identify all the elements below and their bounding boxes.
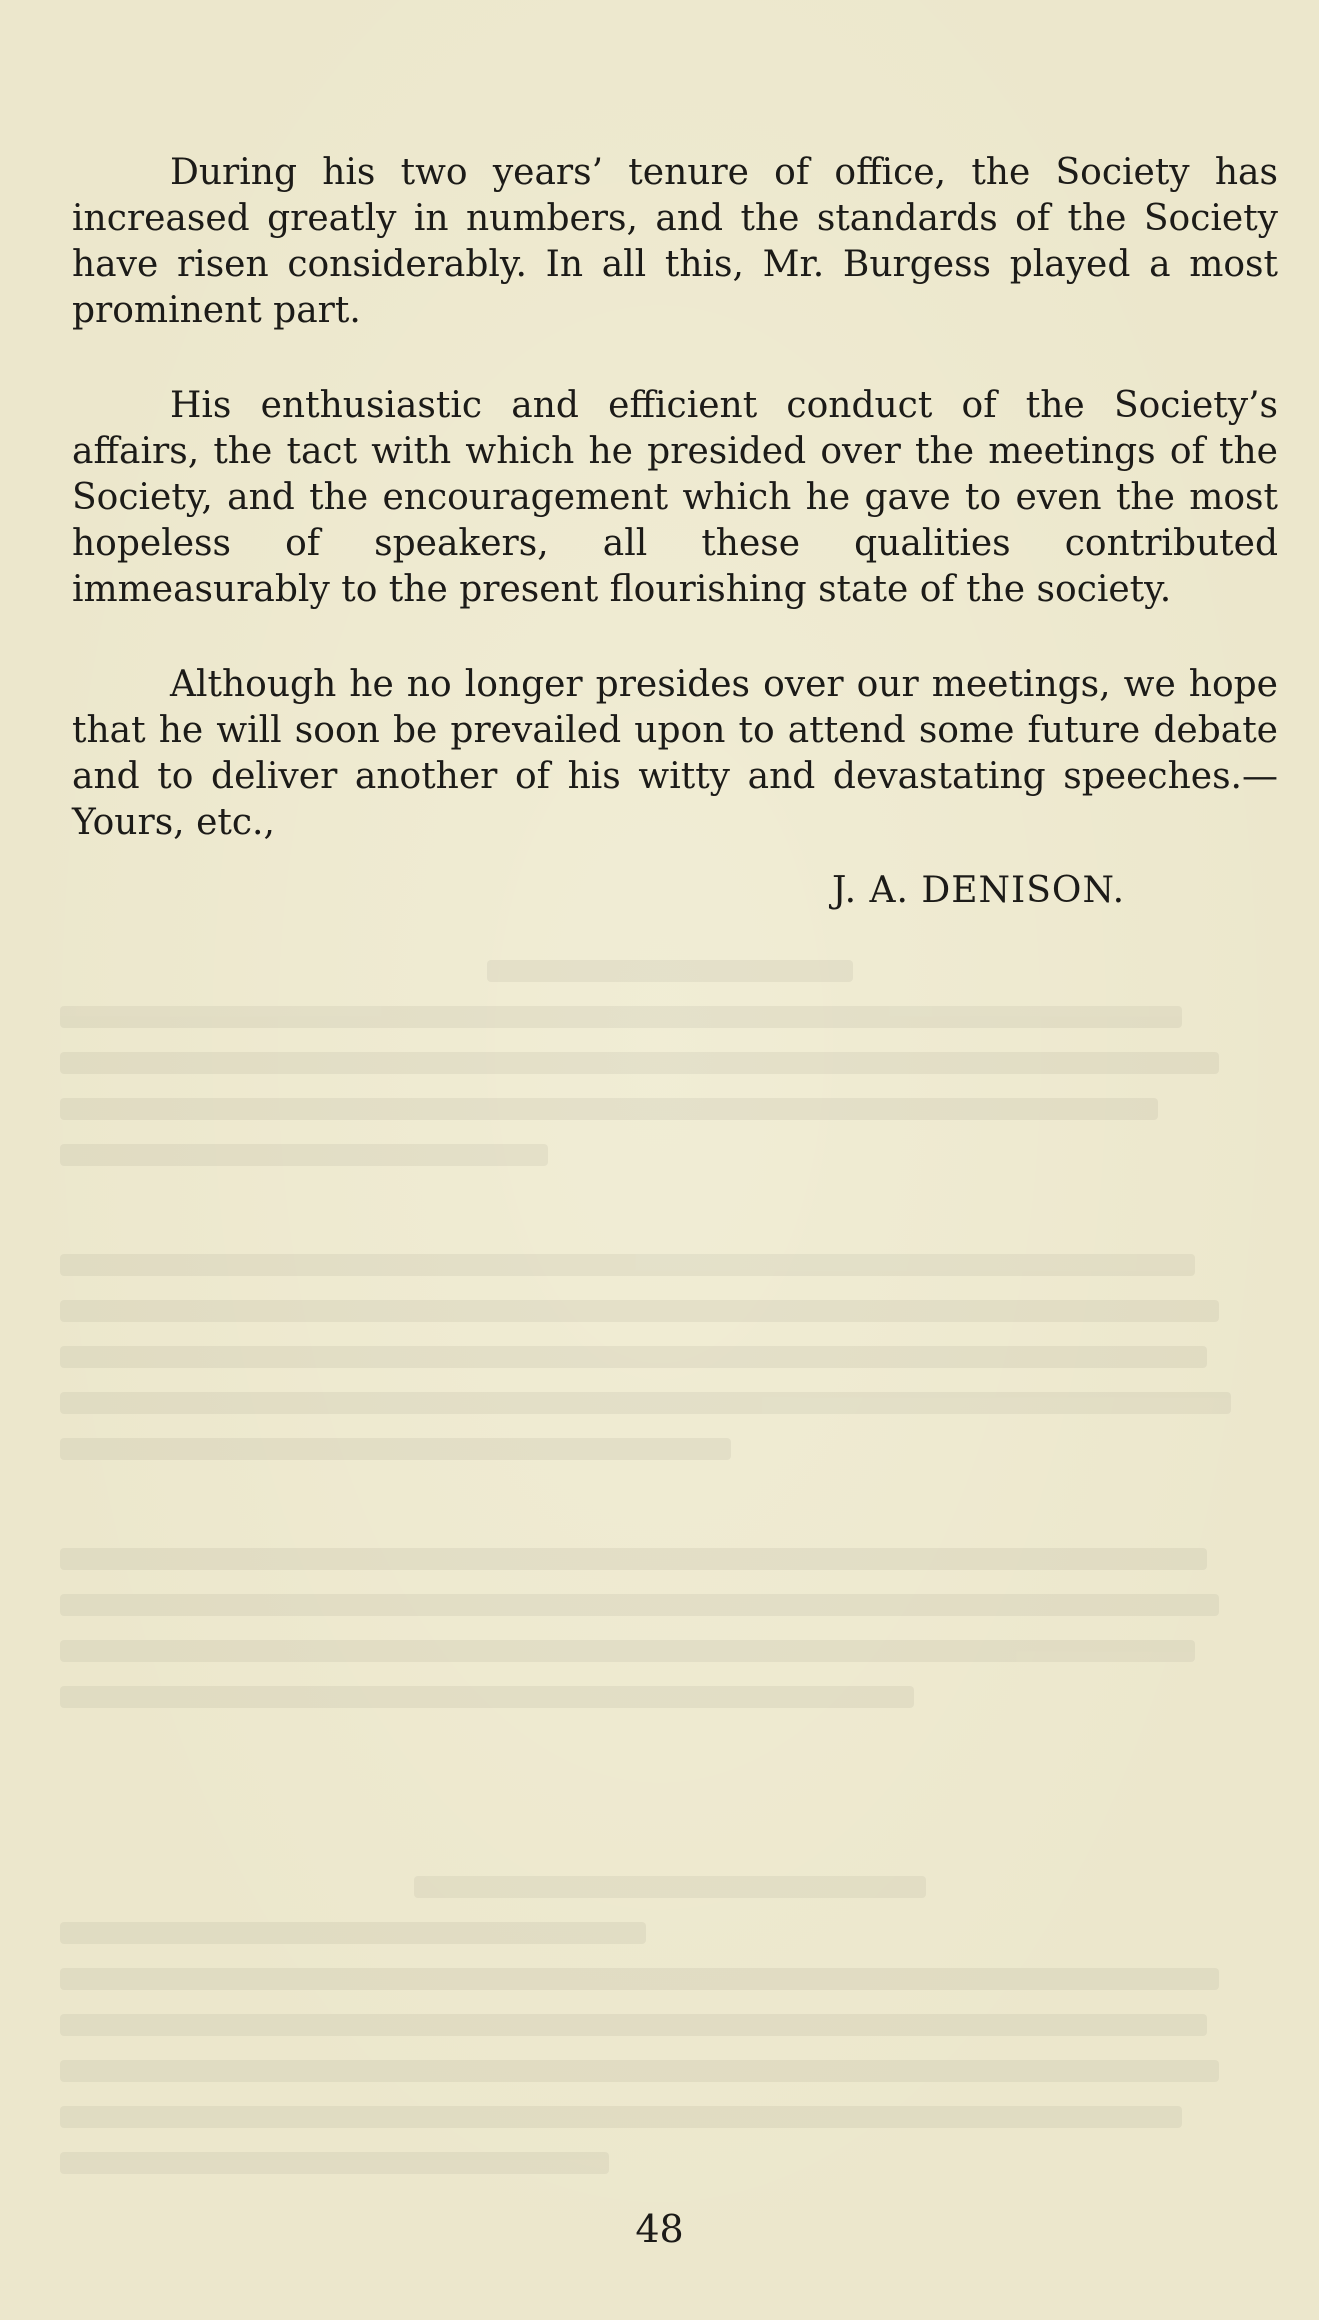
- letter-body: [72, 150, 1278, 895]
- signature: J. A. DENISON.: [832, 870, 1126, 911]
- letter-paragraph: His enthusiastic and efficient conduct of the Society’s affairs, the tact with which he presided over the meetings of the Society, and the encouragement which he gave to even the most hopeless of speakers, all these qualities contributed immeasurably to the present flourishing state of the society.: [72, 385, 1278, 610]
- letter-paragraph: Although he no longer presides over our meetings, we hope that he will soon be prevailed upon to attend some future debate and to deliver another of his witty and devastating speeches.—Yours, etc.,: [72, 664, 1278, 843]
- page-number: 48: [635, 2207, 684, 2251]
- show-through-texture: [60, 960, 1280, 2200]
- letter-paragraph: During his two years’ tenure of office, the Society has increased greatly in numbers, and the standards of the Society have risen considerably. In all this, Mr. Burgess played a most prominent part.: [72, 152, 1278, 331]
